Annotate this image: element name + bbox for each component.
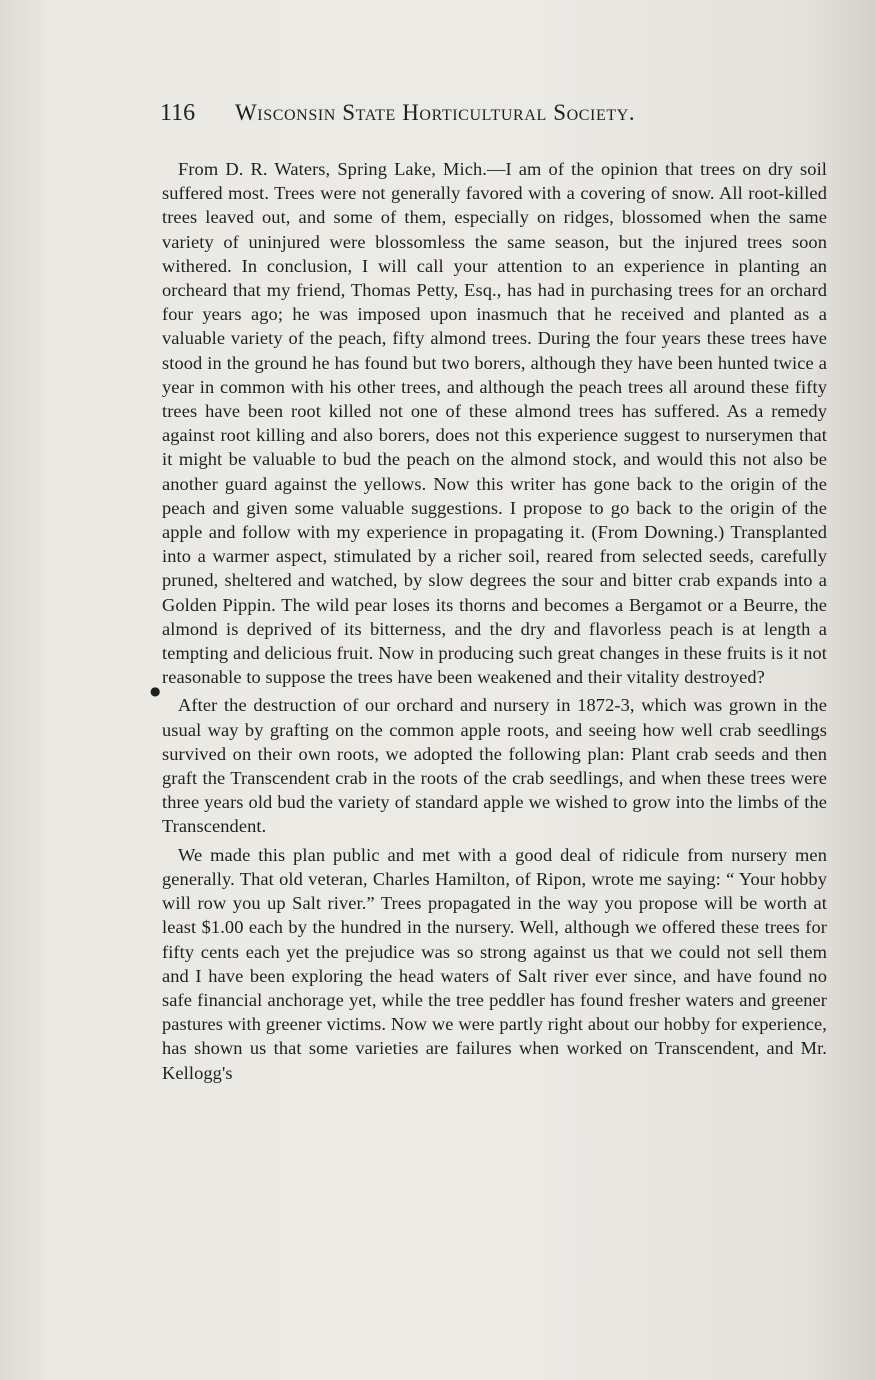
paragraph: We made this plan public and met with a good deal of ridicule from nursery men generally. That old veteran, Charles Hamilton, of Ripon, wrote me saying: “ Your hobby will row you up Salt river.” Trees propagated in the way you propose will be worth at least $1.00 each by the hundred in the nursery. Well, although we offered these trees for fifty cents each yet the prejudice was so strong against us that we could not sell them and I have been exploring the head waters of Salt river ever since, and have found no safe financial anchorage yet, while the tree peddler has found fresher waters and greener pastures with greener victims. Now we were partly right about our hobby for experience, has shown us that some varieties are failures when worked on Transcendent, and Mr. Kellogg's — [162, 844, 827, 1083]
margin-dot: ● — [150, 684, 161, 698]
body-text — [162, 157, 827, 1085]
paragraph: From D. R. Waters, Spring Lake, Mich.—I am of the opinion that trees on dry soil suffered most. Trees were not generally favored with a covering of snow. All root-killed trees leaved out, and some of them, especially on ridges, blossomed when the same variety of uninjured were blossomless the same season, but the injured trees soon withered. In conclusion, I will call your attention to an experience in planting an orcheard that my friend, Thomas Petty, Esq., has had in purchasing trees for an orchard four years ago; he was imposed upon inasmuch that he received and planted as a valuable variety of the peach, fifty almond trees. During the four years these trees have stood in the ground he has found but two borers, although they have been hunted twice a year in common with his other trees, and although the peach trees all around these fifty trees have been root killed not one of these almond trees has suffered. As a remedy against root killing and also borers, does not this experience suggest to nurserymen that it might be valuable to bud the peach on the almond stock, and would this not also be another guard against the yellows. Now this writer has gone back to the origin of the peach and given some valuable suggestions. I propose to go back to the origin of the apple and follow with my experience in propagating it. (From Downing.) Transplanted into a warmer aspect, stimulated by a richer soil, reared from selected seeds, carefully pruned, sheltered and watched, by slow degrees the sour and bitter crab expands into a Golden Pippin. The wild pear loses its thorns and becomes a Bergamot or a Beurre, the almond is deprived of its bitterness, and the dry and flavorless peach is at length a tempting and delicious fruit. Now in producing such great changes in these fruits is it not reasonable to suppose the trees have been weakened and their vitality destroyed? — [162, 159, 827, 688]
paragraph: After the destruction of our orchard and nursery in 1872-3, which was grown in the usual way by grafting on the common apple roots, and seeing how well crab seedlings survived on their own roots, we adopted the following plan: Plant crab seeds and then graft the Transcendent crab in the roots of the crab seedlings, and when these trees were three years old bud the variety of standard apple we wished to grow into the limbs of the Transcendent. — [162, 695, 827, 837]
running-title: Wisconsin State Horticultural Society. — [235, 100, 636, 125]
page-number: 116 — [160, 100, 196, 126]
page-header — [160, 100, 827, 127]
